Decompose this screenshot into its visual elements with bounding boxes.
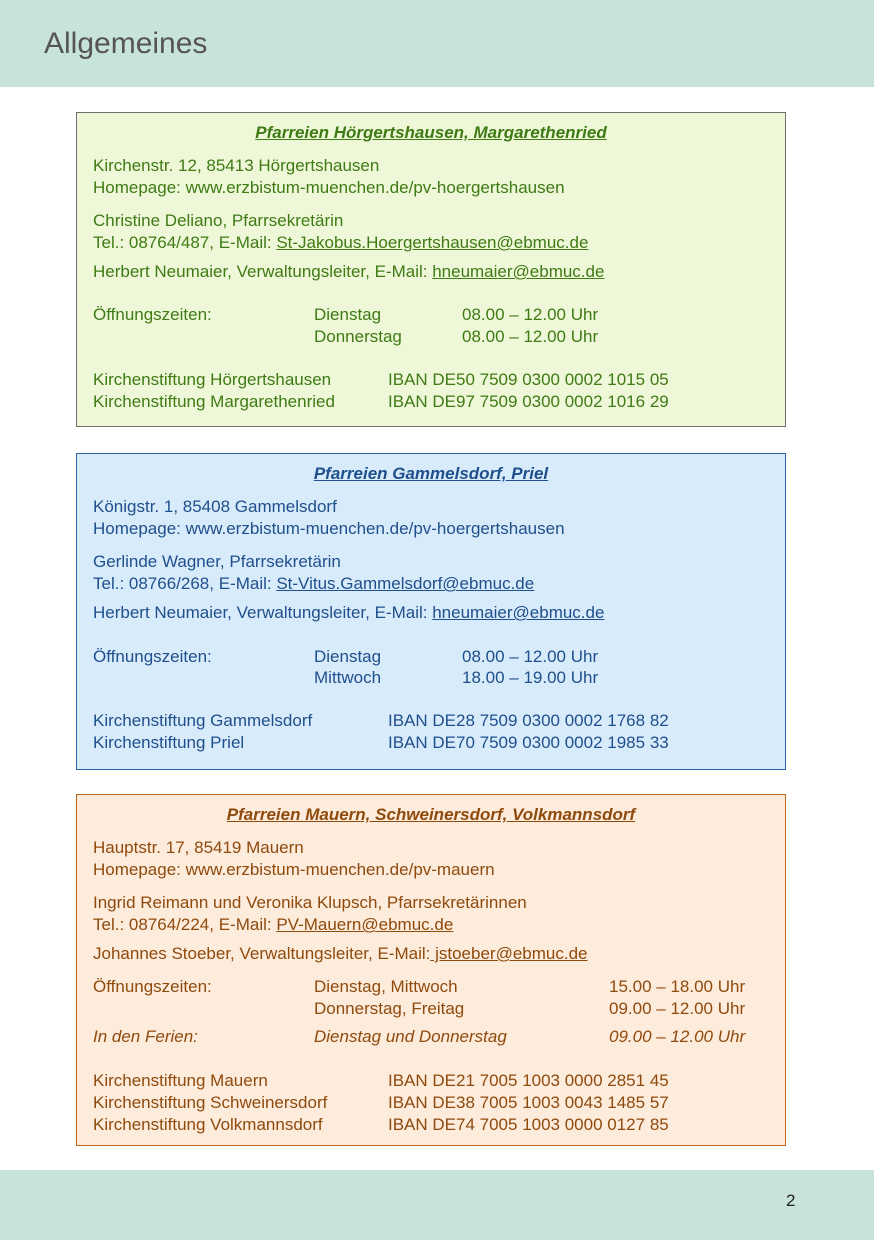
secretary: Gerlinde Wagner, Pfarrsekretärin xyxy=(93,552,341,571)
tel-line xyxy=(93,232,588,253)
tel-line xyxy=(93,914,453,935)
foundation-name: Kirchenstiftung Hörgertshausen xyxy=(93,370,332,389)
admin-label: Herbert Neumaier, Verwaltungsleiter, E-Mail: xyxy=(93,603,433,622)
hours-time: 18.00 – 19.00 Uhr xyxy=(462,668,599,687)
hours-day: Mittwoch xyxy=(314,668,382,687)
box-title: Pfarreien Hörgertshausen, Margarethenried xyxy=(255,123,607,142)
hours-time: 08.00 – 12.00 Uhr xyxy=(462,327,599,346)
foundation-name: Kirchenstiftung Gammelsdorf xyxy=(93,711,313,730)
foundation-name: Kirchenstiftung Margarethenried xyxy=(93,392,335,411)
page-title: Allgemeines xyxy=(44,27,208,60)
admin-line xyxy=(93,602,604,623)
admin-line xyxy=(93,943,588,964)
address: Hauptstr. 17, 85419 Mauern xyxy=(93,838,304,857)
admin-label: Johannes Stoeber, Verwaltungsleiter, E-Mail: xyxy=(93,944,431,963)
footer-band xyxy=(0,1170,874,1240)
email-link[interactable]: St-Vitus.Gammelsdorf@ebmuc.de xyxy=(276,574,535,593)
foundation-iban: IBAN DE21 7005 1003 0000 2851 45 xyxy=(388,1071,669,1090)
page-number: 2 xyxy=(786,1191,796,1210)
box-title: Pfarreien Gammelsdorf, Priel xyxy=(313,464,549,483)
parish-box-gammelsdorf xyxy=(76,453,786,770)
hours-label: Öffnungszeiten: xyxy=(93,305,212,324)
email-link[interactable]: PV-Mauern@ebmuc.de xyxy=(276,915,454,934)
address: Kirchenstr. 12, 85413 Hörgertshausen xyxy=(93,156,380,175)
holiday-day: Dienstag und Donnerstag xyxy=(314,1027,507,1046)
admin-email-link[interactable]: hneumaier@ebmuc.de xyxy=(432,603,605,622)
hours-day: Donnerstag xyxy=(314,327,402,346)
homepage: Homepage: www.erzbistum-muenchen.de/pv-mauern xyxy=(93,860,495,879)
holiday-time: 09.00 – 12.00 Uhr xyxy=(609,1027,746,1046)
tel-label: Tel.: 08764/224, E-Mail: xyxy=(93,915,277,934)
hours-label: Öffnungszeiten: xyxy=(93,977,212,996)
admin-line xyxy=(93,261,604,282)
hours-day: Donnerstag, Freitag xyxy=(314,999,465,1018)
admin-label: Herbert Neumaier, Verwaltungsleiter, E-Mail: xyxy=(93,262,433,281)
hours-time: 09.00 – 12.00 Uhr xyxy=(609,999,746,1018)
parish-box-mauern xyxy=(76,794,786,1146)
hours-time: 08.00 – 12.00 Uhr xyxy=(462,647,599,666)
secretary: Ingrid Reimann und Veronika Klupsch, Pfarrsekretärinnen xyxy=(93,893,527,912)
foundation-name: Kirchenstiftung Schweinersdorf xyxy=(93,1093,328,1112)
foundation-name: Kirchenstiftung Priel xyxy=(93,733,245,752)
homepage: Homepage: www.erzbistum-muenchen.de/pv-hoergertshausen xyxy=(93,178,565,197)
foundation-iban: IBAN DE70 7509 0300 0002 1985 33 xyxy=(388,733,669,752)
foundation-iban: IBAN DE74 7005 1003 0000 0127 85 xyxy=(388,1115,669,1134)
address: Königstr. 1, 85408 Gammelsdorf xyxy=(93,497,337,516)
hours-day: Dienstag xyxy=(314,647,382,666)
parish-box-hoergertshausen xyxy=(76,112,786,427)
foundation-iban: IBAN DE28 7509 0300 0002 1768 82 xyxy=(388,711,669,730)
tel-line xyxy=(93,573,534,594)
tel-label: Tel.: 08764/487, E-Mail: xyxy=(93,233,277,252)
email-link[interactable]: St-Jakobus.Hoergertshausen@ebmuc.de xyxy=(276,233,589,252)
admin-email-link[interactable]: jstoeber@ebmuc.de xyxy=(430,944,588,963)
foundation-name: Kirchenstiftung Volkmannsdorf xyxy=(93,1115,323,1134)
foundation-iban: IBAN DE97 7509 0300 0002 1016 29 xyxy=(388,392,669,411)
header-band xyxy=(0,0,874,87)
admin-email-link[interactable]: hneumaier@ebmuc.de xyxy=(432,262,605,281)
foundation-iban: IBAN DE38 7005 1003 0043 1485 57 xyxy=(388,1093,669,1112)
box-title: Pfarreien Mauern, Schweinersdorf, Volkmannsdorf xyxy=(226,805,636,824)
hours-time: 08.00 – 12.00 Uhr xyxy=(462,305,599,324)
hours-day: Dienstag xyxy=(314,305,382,324)
tel-label: Tel.: 08766/268, E-Mail: xyxy=(93,574,277,593)
holiday-label: In den Ferien: xyxy=(93,1027,198,1046)
hours-label: Öffnungszeiten: xyxy=(93,647,212,666)
foundation-iban: IBAN DE50 7509 0300 0002 1015 05 xyxy=(388,370,669,389)
secretary: Christine Deliano, Pfarrsekretärin xyxy=(93,211,344,230)
hours-time: 15.00 – 18.00 Uhr xyxy=(609,977,746,996)
foundation-name: Kirchenstiftung Mauern xyxy=(93,1071,268,1090)
homepage: Homepage: www.erzbistum-muenchen.de/pv-hoergertshausen xyxy=(93,519,565,538)
hours-day: Dienstag, Mittwoch xyxy=(314,977,458,996)
